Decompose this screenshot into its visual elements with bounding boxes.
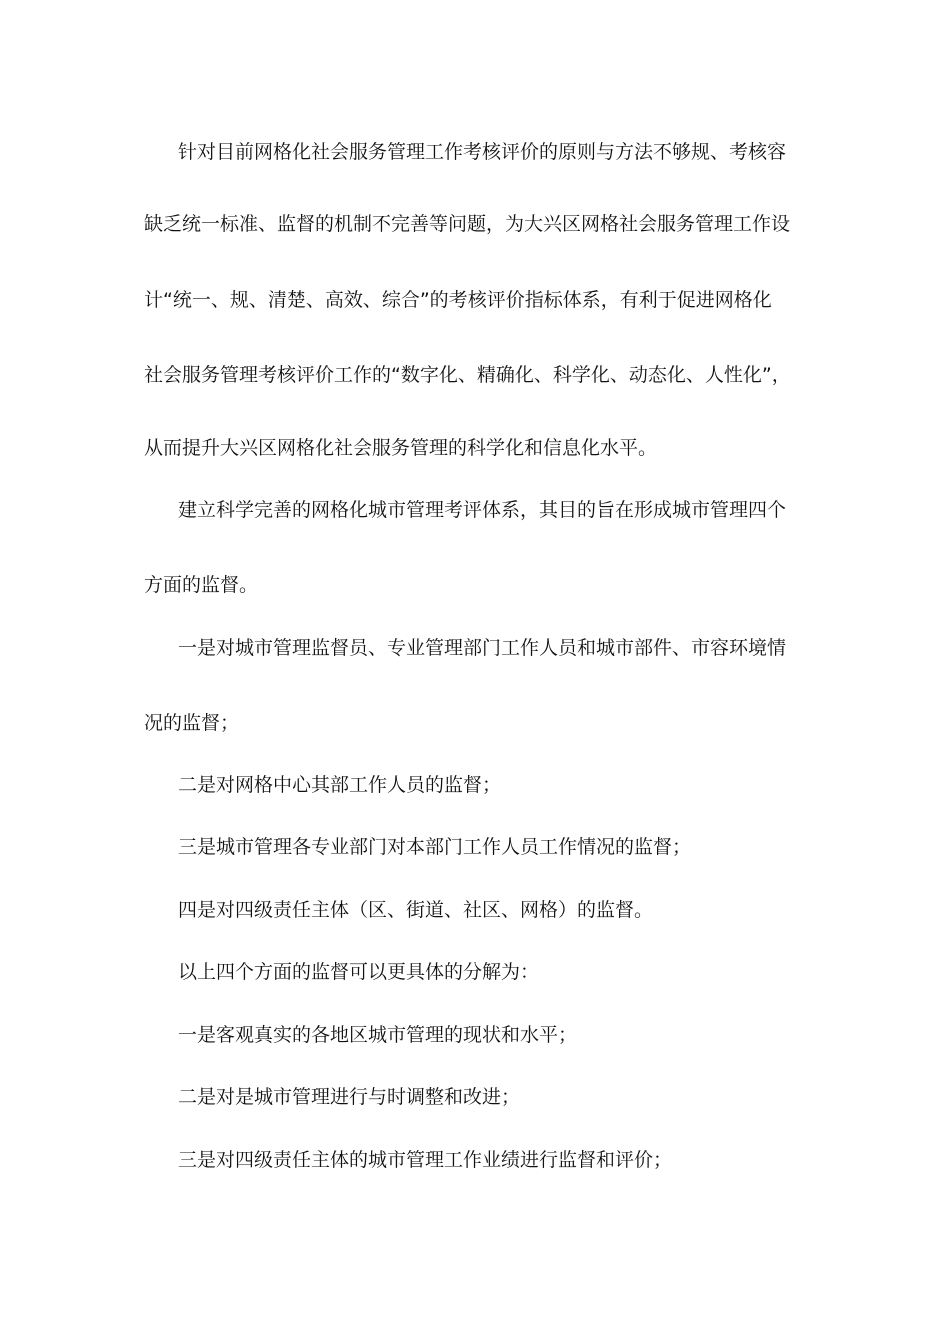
paragraph-1-line-5: 从而提升大兴区网格化社会服务管理的科学化和信息化水平。 [144,437,658,459]
list-item-3: 三是城市管理各专业部门对本部门工作人员工作情况的监督； [178,836,692,858]
list-item-2: 二是对网格中心其部工作人员的监督； [178,774,502,796]
paragraph-2-line-1: 建立科学完善的网格化城市管理考评体系，其目的旨在形成城市管理四个 [178,499,787,521]
list-item-4: 四是对四级责任主体（区、街道、社区、网格）的监督。 [178,899,654,921]
detail-item-3: 三是对四级责任主体的城市管理工作业绩进行监督和评价； [178,1149,673,1171]
detail-item-2: 二是对是城市管理进行与时调整和改进； [178,1086,521,1108]
detail-item-1: 一是客观真实的各地区城市管理的现状和水平； [178,1024,578,1046]
paragraph-1-line-1: 针对目前网格化社会服务管理工作考核评价的原则与方法不够规、考核容 [178,141,787,163]
paragraph-3-line-2: 况的监督； [144,712,240,734]
paragraph-2-line-2: 方面的监督。 [144,574,259,596]
paragraph-1-line-3: 计“统一、规、清楚、高效、综合”的考核评价指标体系，有利于促进网格化 [144,289,772,311]
summary-line: 以上四个方面的监督可以更具体的分解为： [178,961,540,983]
paragraph-1-line-4: 社会服务管理考核评价工作的“数字化、精确化、科学化、动态化、人性化”， [144,364,791,386]
paragraph-3-line-1: 一是对城市管理监督员、专业管理部门工作人员和城市部件、市容环境情 [178,637,787,659]
paragraph-1-line-2: 缺乏统一标准、监督的机制不完善等问题，为大兴区网格社会服务管理工作设 [144,213,791,235]
